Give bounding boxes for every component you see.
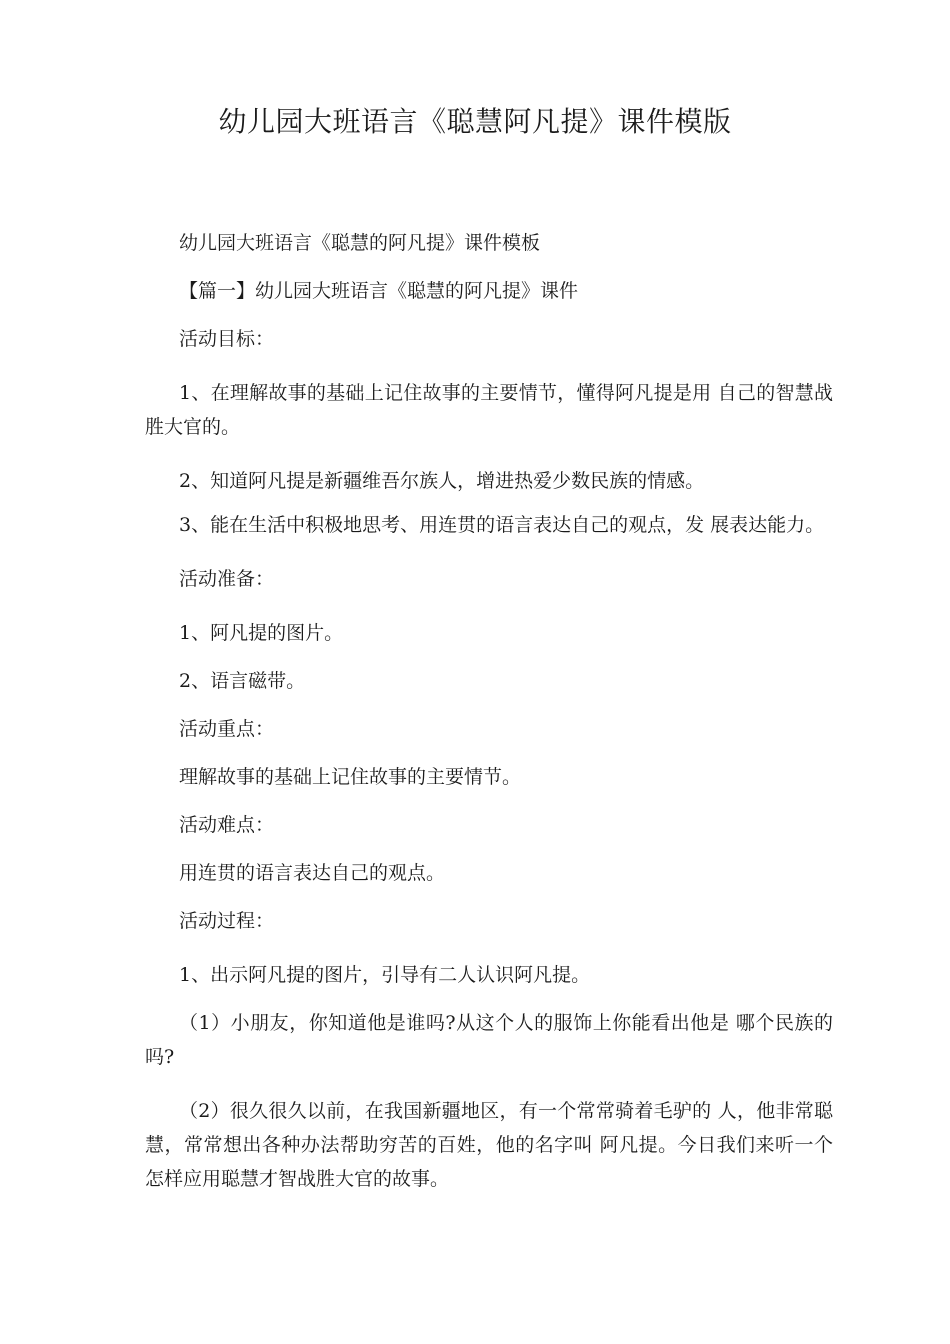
difficulty-text: 用连贯的语言表达自己的观点。: [179, 862, 446, 884]
process-step-1-question: （1）小朋友，你知道他是谁吗?从这个人的服饰上你能看出他是 哪个民族的吗?: [145, 1012, 833, 1068]
process-step-1: 1、出示阿凡提的图片，引导有二人认识阿凡提。: [179, 964, 591, 986]
process-heading: 活动过程：: [179, 910, 275, 932]
process-step-1-story-intro: （2）很久很久以前，在我国新疆地区，有一个常常骑着毛驴的 人，他非常聪慧，常常想出各种办法帮助穷苦的百姓，他的名字叫 阿凡提。今日我们来听一个怎样应用聪慧才智战胜大官的故事。: [145, 1100, 833, 1190]
subtitle-paragraph: 幼儿园大班语言《聪慧的阿凡提》课件模板: [179, 232, 541, 254]
objectives-heading: 活动目标：: [179, 328, 275, 350]
section-heading: 【篇一】幼儿园大班语言《聪慧的阿凡提》课件: [179, 280, 579, 302]
difficulty-heading: 活动难点：: [179, 814, 275, 836]
preparation-item-2: 2、语言磁带。: [179, 670, 306, 692]
objective-item-1: 1、在理解故事的基础上记住故事的主要情节，懂得阿凡提是用 自己的智慧战胜大官的。: [145, 382, 833, 438]
objective-item-3: 3、能在生活中积极地思考、用连贯的语言表达自己的观点，发 展表达能力。: [179, 514, 825, 536]
objective-item-2: 2、知道阿凡提是新疆维吾尔族人，增进热爱少数民族的情感。: [179, 470, 705, 492]
document-title: 幼儿园大班语言《聪慧阿凡提》课件模版: [218, 105, 732, 138]
key-point-heading: 活动重点：: [179, 718, 275, 740]
key-point-text: 理解故事的基础上记住故事的主要情节。: [179, 766, 522, 788]
document-body: [145, 226, 833, 1210]
preparation-item-1: 1、阿凡提的图片。: [179, 622, 344, 644]
preparation-heading: 活动准备：: [179, 568, 275, 590]
